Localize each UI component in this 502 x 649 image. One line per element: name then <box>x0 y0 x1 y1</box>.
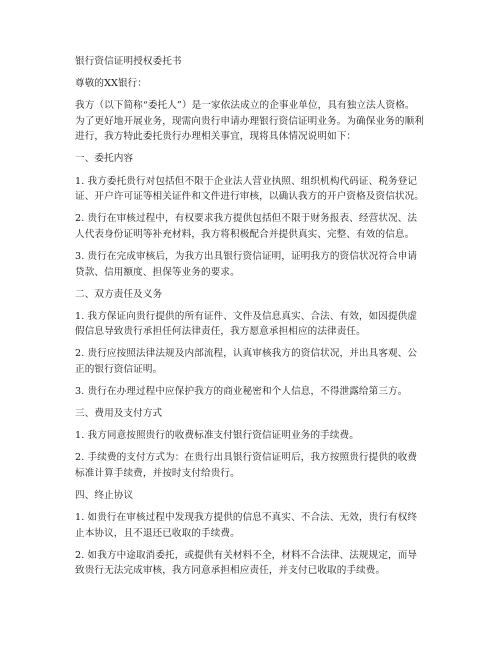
text-line: 1. 我方同意按照贵行的收费标准支付银行资信证明业务的手续费。 <box>75 430 359 442</box>
text-line: 1. 我方保证向贵行提供的所有证件、文件及信息真实、合法、有效，如因提供虚 <box>75 310 418 322</box>
clause-paragraph <box>75 309 431 340</box>
clause-paragraph <box>75 510 431 541</box>
clause-paragraph <box>75 384 431 400</box>
intro-paragraph <box>75 98 431 145</box>
section-heading: 四、终止协议 <box>75 490 134 502</box>
text-line: 我方（以下简称“委托人”）是一家依法成立的企事业单位，具有独立法人资格。 <box>75 100 415 112</box>
text-line: 2. 手续费的支付方式为：在贵行出具银行资信证明后，我方按照贵行提供的收费 <box>75 452 418 464</box>
clause-paragraph <box>75 346 431 377</box>
text-line: 1. 我方委托贵行对包括但不限于企业法人营业执照、组织机构代码证、税务登记 <box>75 175 418 187</box>
text-line: 2. 如我方中途取消委托，或提供有关材料不全，材料不合法律、法规规定，而导 <box>75 549 418 561</box>
text-line: 3. 贵行在完成审核后，为我方出具银行资信证明，证明我方的资信状况符合申请 <box>75 250 418 262</box>
section-heading: 三、费用及支付方式 <box>75 408 163 420</box>
text-line: 2. 贵行应按照法律法规及内部流程，认真审核我方的资信状况，并出具客观、公 <box>75 348 418 360</box>
text-line: 证、开户许可证等相关证件和文件进行审核，以确认我方的开户资格及资信状况。 <box>75 191 424 203</box>
text-line: 为了更好地开展业务，现需向贵行申请办理银行资信证明业务。为确保业务的顺利 <box>75 115 424 127</box>
clause-paragraph <box>75 548 431 579</box>
text-line: 进行，我方特此委托贵行办理相关事宜，现将具体情况说明如下： <box>75 131 357 143</box>
document-page <box>75 54 431 586</box>
text-line: 正的银行资信证明。 <box>75 364 163 375</box>
clause-paragraph <box>75 428 431 444</box>
clause-paragraph <box>75 249 431 280</box>
text-line: 贷款、信用额度、担保等业务的要求。 <box>75 266 240 278</box>
clause-paragraph <box>75 211 431 242</box>
clause-paragraph <box>75 450 431 481</box>
section-heading: 二、双方责任及义务 <box>75 288 163 300</box>
text-line: 人代表身份证明等补充材料，我方将积极配合并提供真实、完整、有效的信息。 <box>75 228 415 240</box>
clause-paragraph <box>75 174 431 205</box>
text-line: 假信息导致贵行承担任何法律责任，我方愿意承担相应的法律责任。 <box>75 326 366 338</box>
text-line: 标准计算手续费，并按时支付给贵行。 <box>75 467 240 479</box>
document-title: 银行资信证明授权委托书 <box>75 56 182 67</box>
salutation: 尊敬的XX银行： <box>75 78 148 90</box>
text-line: 止本协议，且不退还已收取的手续费。 <box>75 527 240 539</box>
text-line: 1. 如贵行在审核过程中发现我方提供的信息不真实、不合法、无效，贵行有权终 <box>75 512 418 524</box>
text-line: 3. 贵行在办理过程中应保护我方的商业秘密和个人信息，不得泄露给第三方。 <box>75 386 408 398</box>
text-line: 致贵行无法完成审核，我方同意承担相应责任，并支付已收取的手续费。 <box>75 565 386 577</box>
section-heading: 一、委托内容 <box>75 153 134 165</box>
text-line: 2. 贵行在审核过程中，有权要求我方提供包括但不限于财务报表、经营状况、法 <box>75 213 418 225</box>
